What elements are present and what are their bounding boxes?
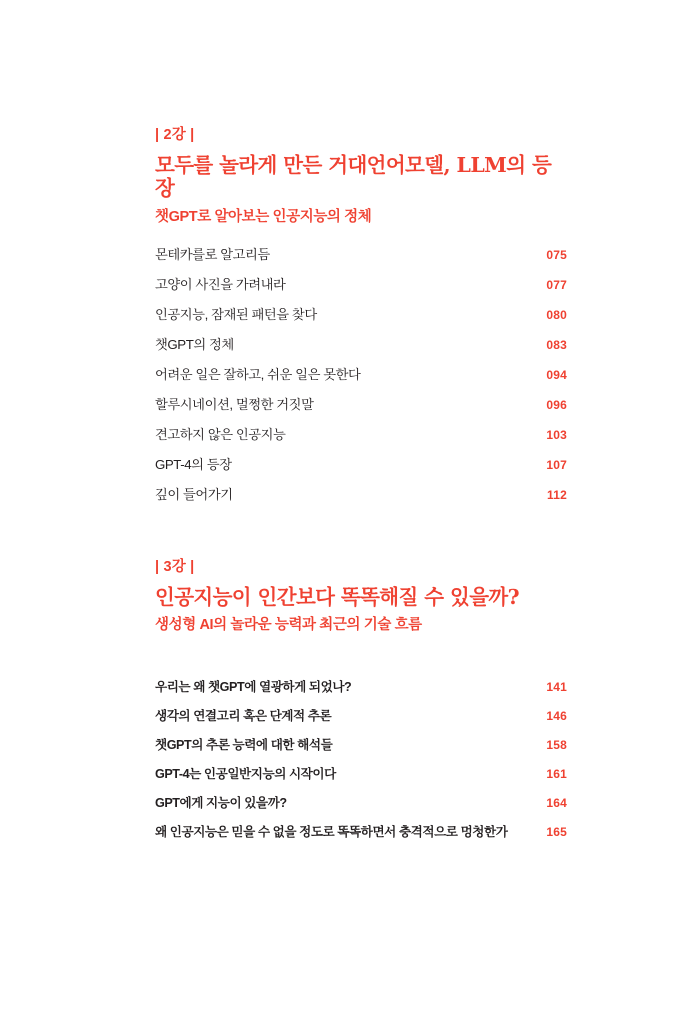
toc-entry-page: 075 — [546, 248, 567, 262]
list-item[interactable] — [155, 364, 567, 394]
toc-entry-page: 107 — [546, 458, 567, 472]
toc-entry-label: GPT-4의 등장 — [155, 457, 232, 472]
list-item[interactable] — [155, 705, 567, 734]
toc-entry-label: GPT에게 지능이 있을까? — [155, 796, 287, 810]
chapter-subtitle: 챗GPT로 알아보는 인공지능의 정체 — [155, 208, 372, 225]
chapter-title: 인공지능이 인간보다 똑똑해질 수 있을까? — [155, 584, 520, 609]
toc-entry-label: 우리는 왜 챗GPT에 열광하게 되었나? — [155, 680, 352, 694]
list-item[interactable] — [155, 484, 567, 514]
toc-entry-page: 158 — [546, 738, 567, 752]
list-item[interactable] — [155, 334, 567, 364]
toc-entry-page: 165 — [546, 825, 567, 839]
list-item[interactable] — [155, 792, 567, 821]
toc-entry-page: 094 — [546, 368, 567, 382]
toc-entry-label: 챗GPT의 정체 — [155, 337, 234, 352]
list-item[interactable] — [155, 394, 567, 424]
toc-entry-label: 깊이 들어가기 — [155, 487, 233, 502]
toc-entry-page: 083 — [546, 338, 567, 352]
chapter-number: | 3강 | — [155, 559, 195, 575]
chapter-heading-2 — [155, 128, 567, 226]
chapter-number: | 2강 | — [155, 127, 195, 143]
toc-entry-page: 103 — [546, 428, 567, 442]
toc-entry-page: 141 — [546, 680, 567, 694]
chapter-heading-3 — [155, 560, 567, 634]
toc-list-chapter-2 — [155, 244, 567, 514]
toc-entry-page: 077 — [546, 278, 567, 292]
toc-entry-label: 할루시네이션, 멀쩡한 거짓말 — [155, 397, 314, 412]
toc-entry-label: 챗GPT의 추론 능력에 대한 해석들 — [155, 738, 333, 752]
toc-entry-page: 146 — [546, 709, 567, 723]
toc-entry-page: 096 — [546, 398, 567, 412]
toc-entry-label: 생각의 연결고리 혹은 단계적 추론 — [155, 709, 332, 723]
list-item[interactable] — [155, 763, 567, 792]
toc-entry-page: 080 — [546, 308, 567, 322]
toc-list-chapter-3 — [155, 676, 567, 850]
list-item[interactable] — [155, 676, 567, 705]
list-item[interactable] — [155, 304, 567, 334]
list-item[interactable] — [155, 734, 567, 763]
list-item[interactable] — [155, 244, 567, 274]
toc-entry-page: 112 — [547, 488, 567, 502]
toc-entry-label: 몬테카를로 알고리듬 — [155, 247, 270, 262]
toc-entry-label: 어려운 일은 잘하고, 쉬운 일은 못한다 — [155, 367, 361, 382]
toc-entry-label: 인공지능, 잠재된 패턴을 찾다 — [155, 307, 317, 322]
toc-entry-label: 견고하지 않은 인공지능 — [155, 427, 286, 442]
chapter-title: 모두를 놀라게 만든 거대언어모델, LLM의 등장 — [155, 152, 552, 201]
toc-entry-label: GPT-4는 인공일반지능의 시작이다 — [155, 767, 336, 781]
toc-entry-label: 고양이 사진을 가려내라 — [155, 277, 286, 292]
list-item[interactable] — [155, 821, 567, 850]
toc-entry-page: 164 — [546, 796, 567, 810]
list-item[interactable] — [155, 454, 567, 484]
toc-entry-page: 161 — [546, 767, 567, 781]
list-item[interactable] — [155, 274, 567, 304]
toc-entry-label: 왜 인공지능은 믿을 수 없을 정도로 똑똑하면서 충격적으로 멍청한가 — [155, 825, 508, 839]
chapter-subtitle: 생성형 AI의 놀라운 능력과 최근의 기술 흐름 — [155, 617, 422, 634]
list-item[interactable] — [155, 424, 567, 454]
